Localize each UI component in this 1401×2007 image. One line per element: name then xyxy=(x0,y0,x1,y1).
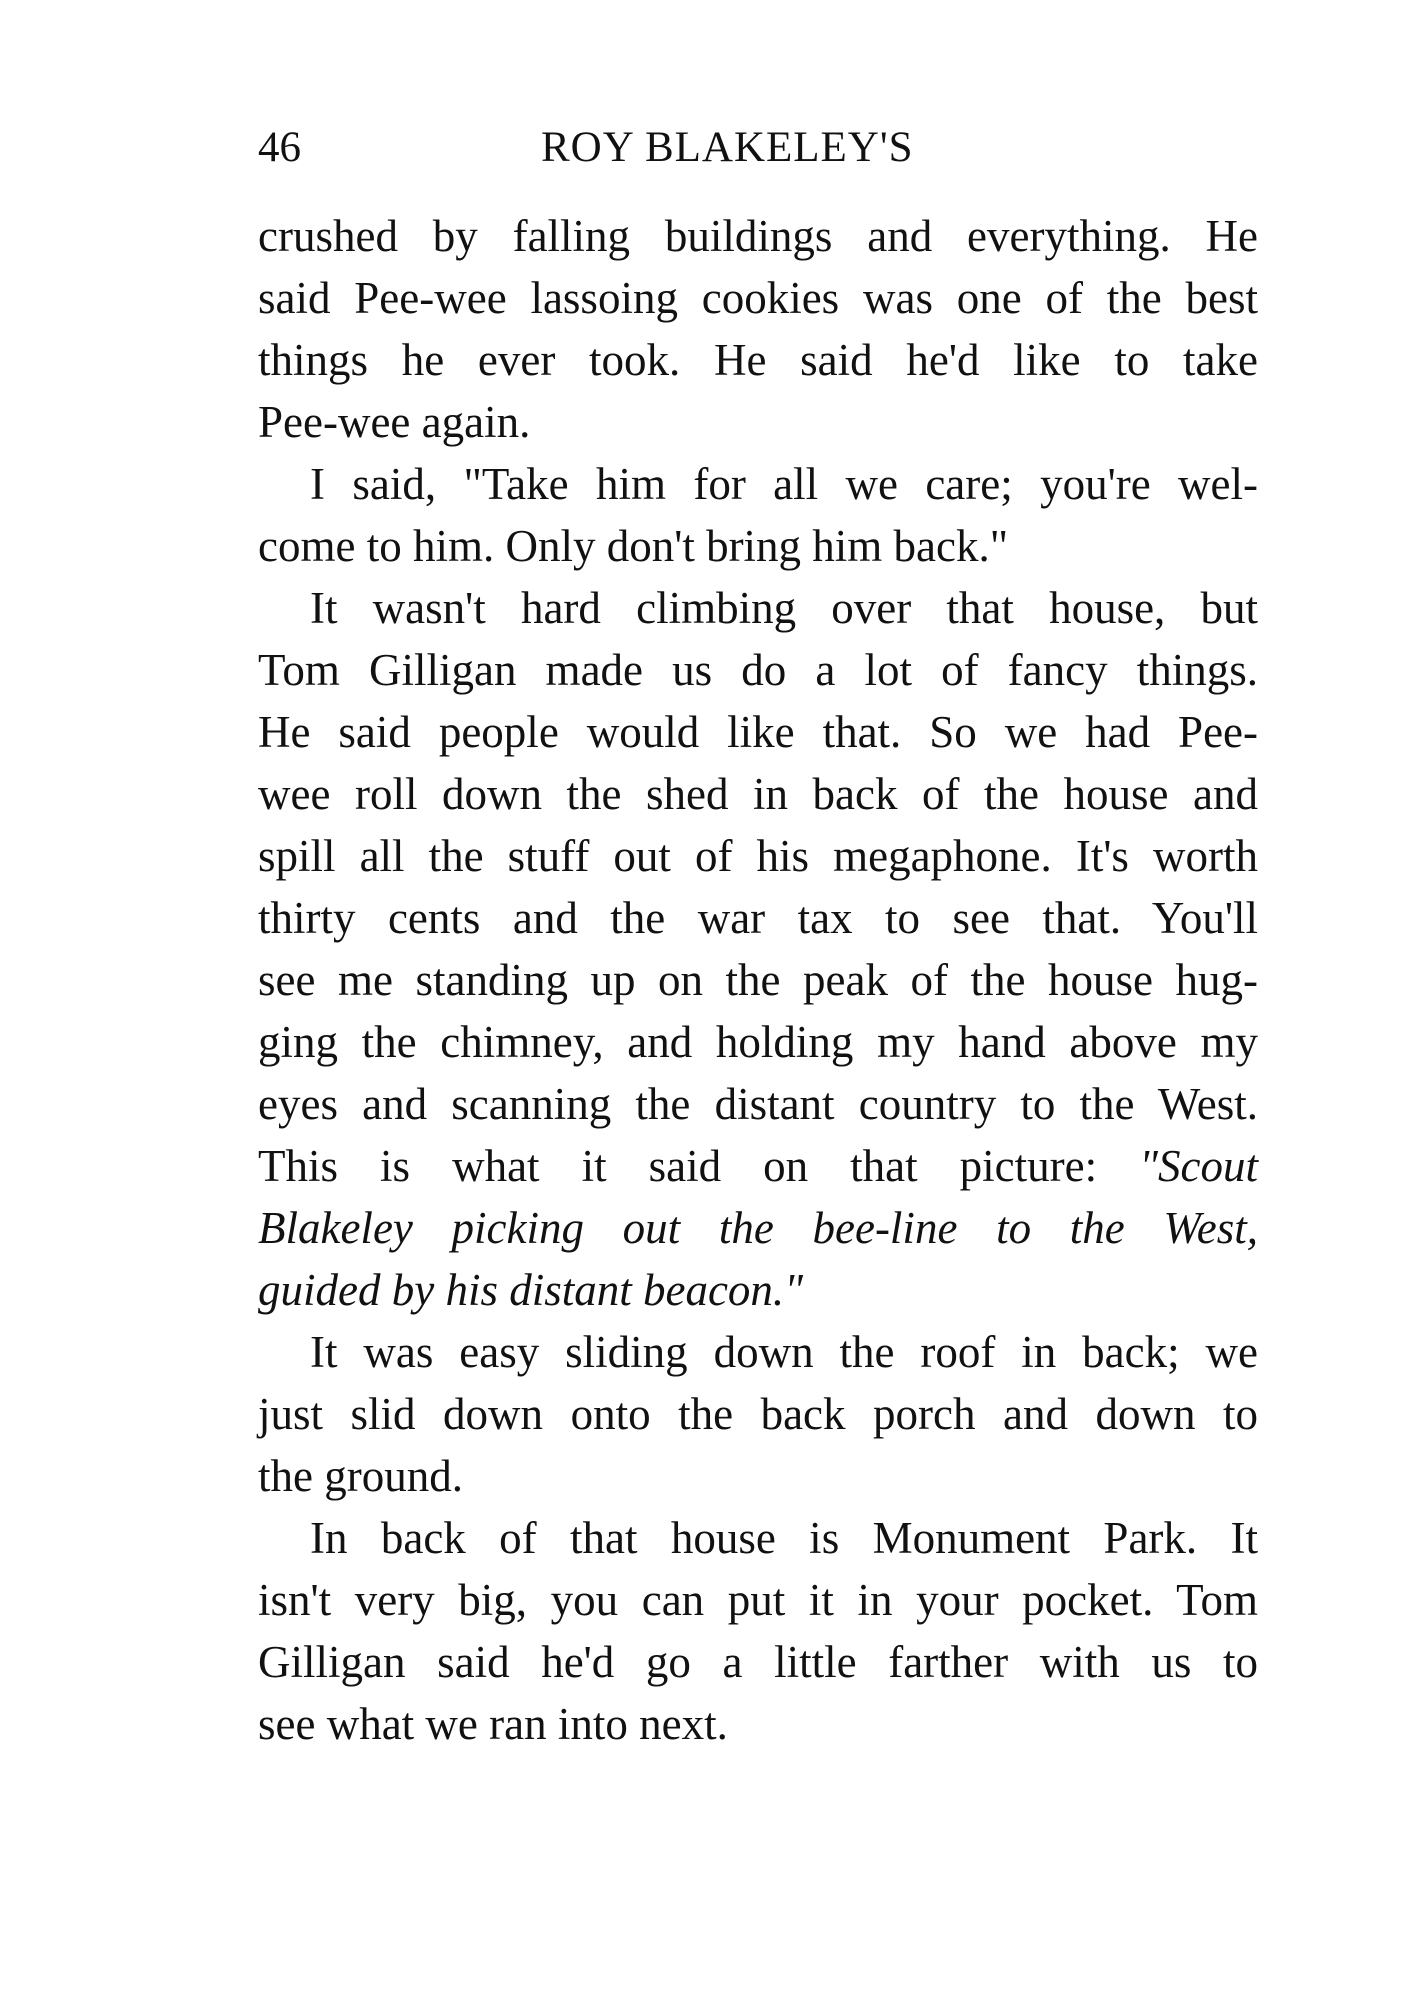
page-header xyxy=(258,118,1258,178)
paragraph-1 xyxy=(258,205,1258,453)
text-line: crushed by falling buildings and everything. He xyxy=(258,211,1258,261)
caption-line xyxy=(258,1259,1258,1321)
text-line: wee roll down the shed in back of the house and xyxy=(258,769,1258,819)
caption-line xyxy=(258,1135,1258,1197)
text-line: I said, "Take him for all we care; you're wel- xyxy=(310,459,1258,509)
caption-italic: "Scout xyxy=(1139,1141,1258,1191)
text-line: ging the chimney, and holding my hand above my xyxy=(258,1017,1258,1067)
text-line: spill all the stuff out of his megaphone. It's worth xyxy=(258,831,1258,881)
paragraph-5 xyxy=(258,1507,1258,1755)
text-line: It wasn't hard climbing over that house, but xyxy=(310,583,1258,633)
text-line: said Pee-wee lassoing cookies was one of the best xyxy=(258,273,1258,323)
caption-italic: Blakeley picking out the bee-line to the West, xyxy=(258,1203,1258,1253)
text-line: just slid down onto the back porch and down to xyxy=(258,1389,1258,1439)
text-line: He said people would like that. So we had Pee- xyxy=(258,707,1258,757)
text-line: eyes and scanning the distant country to the West. xyxy=(258,1079,1258,1129)
text-line: see what we ran into next. xyxy=(258,1699,728,1749)
text-line: thirty cents and the war tax to see that. You'll xyxy=(258,893,1258,943)
text-line: Gilligan said he'd go a little farther with us to xyxy=(258,1637,1258,1687)
text-line: things he ever took. He said he'd like to take xyxy=(258,335,1258,385)
text-line: It was easy sliding down the roof in back; we xyxy=(310,1327,1258,1377)
caption-line xyxy=(258,1197,1258,1259)
text-line: come to him. Only don't bring him back." xyxy=(258,521,1009,571)
text-line: Pee-wee again. xyxy=(258,397,531,447)
text-line: Tom Gilligan made us do a lot of fancy things. xyxy=(258,645,1258,695)
running-head: ROY BLAKELEY'S xyxy=(541,124,914,171)
paragraph-2 xyxy=(258,453,1258,577)
text-line: the ground. xyxy=(258,1451,463,1501)
caption-lead: This is what it said on that picture: xyxy=(258,1141,1098,1191)
paragraph-3 xyxy=(258,577,1258,1321)
text-line: see me standing up on the peak of the house hug- xyxy=(258,955,1258,1005)
body-text xyxy=(258,205,1258,1755)
text-line: isn't very big, you can put it in your pocket. Tom xyxy=(258,1575,1258,1625)
page-number: 46 xyxy=(258,124,301,171)
paragraph-4 xyxy=(258,1321,1258,1507)
caption-italic: guided by his distant beacon." xyxy=(258,1265,804,1315)
text-line: In back of that house is Monument Park. It xyxy=(310,1513,1258,1563)
